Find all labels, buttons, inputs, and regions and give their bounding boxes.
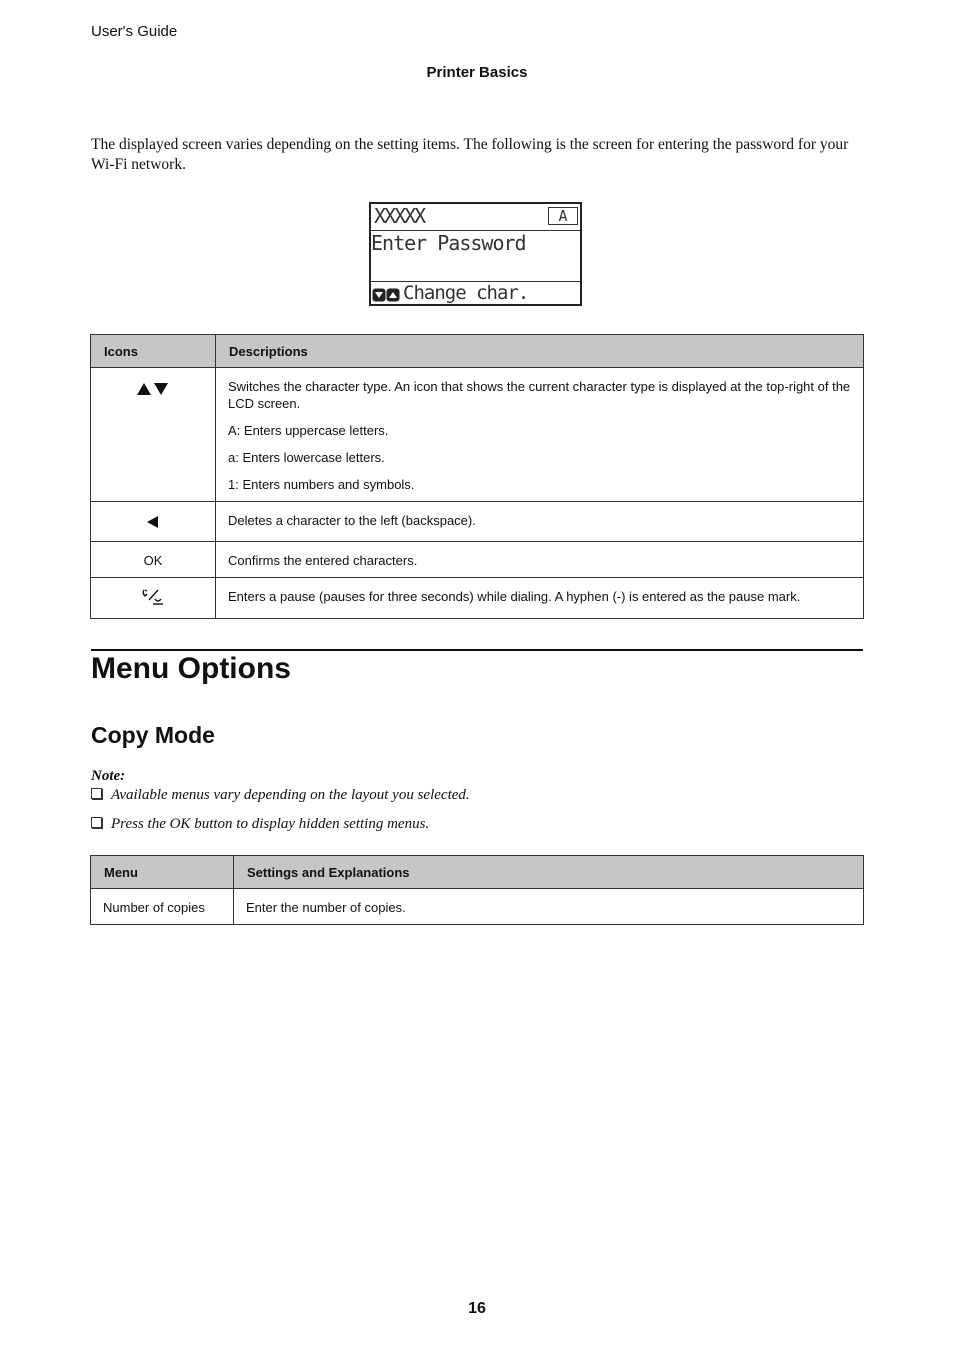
lcd-bottom-row [371, 281, 580, 307]
icon-cell [91, 578, 216, 619]
icon-cell [91, 368, 216, 502]
description-line: 1: Enters numbers and symbols. [228, 477, 415, 492]
lcd-screen-illustration [369, 202, 582, 306]
table-row [91, 368, 864, 502]
icon-cell [91, 502, 216, 542]
icon-cell-ok: OK [91, 542, 216, 578]
section-divider [91, 649, 863, 651]
note-item [91, 787, 470, 804]
lcd-prompt: Enter Password [371, 231, 526, 255]
column-header-settings: Settings and Explanations [234, 856, 864, 889]
heading-menu-options: Menu Options [91, 652, 291, 685]
intro-paragraph: The displayed screen varies depending on the setting items. The following is the screen for entering the password for your Wi-Fi network. [91, 136, 849, 173]
description-line: Confirms the entered characters. [228, 553, 418, 568]
copy-mode-menu-table [90, 855, 864, 925]
description-cell [216, 368, 864, 502]
explanation-cell: Enter the number of copies. [234, 889, 864, 925]
table-header-row [91, 335, 864, 368]
running-header-guide: User's Guide [91, 23, 178, 40]
note-label: Note: [91, 768, 126, 784]
left-triangle-icon [146, 517, 160, 532]
table-header-row [91, 856, 864, 889]
description-cell [216, 578, 864, 619]
icons-table [90, 334, 864, 619]
lcd-top-row [371, 204, 580, 231]
note-item [91, 816, 429, 833]
description-line: A: Enters uppercase letters. [228, 423, 389, 438]
description-cell [216, 502, 864, 542]
description-line: Deletes a character to the left (backspace). [228, 513, 476, 528]
description-line: Enters a pause (pauses for three seconds) while dialing. A hyphen (-) is entered as the pause mark. [228, 589, 801, 604]
note-text: Available menus vary depending on the layout you selected. [111, 787, 470, 803]
lcd-char-type: A [548, 207, 578, 225]
table-row [91, 502, 864, 542]
checkbox-bullet-icon [91, 817, 102, 828]
up-down-triangles-icon [136, 384, 170, 399]
lcd-ssid: XXXXX [374, 204, 425, 228]
description-line: Switches the character type. An icon that shows the current character type is displayed at the top-right of the LCD screen. [228, 379, 851, 411]
column-header-icons: Icons [91, 335, 216, 368]
description-cell [216, 542, 864, 578]
menu-cell: Number of copies [91, 889, 234, 925]
note-text: Press the OK button to display hidden setting menus. [111, 816, 430, 832]
column-header-descriptions: Descriptions [216, 335, 864, 368]
heading-copy-mode: Copy Mode [91, 722, 215, 748]
table-row [91, 542, 864, 578]
lcd-hint: Change char. [403, 282, 529, 304]
page-number: 16 [468, 1300, 486, 1317]
redial-pause-icon [141, 594, 165, 609]
checkbox-bullet-icon [91, 788, 102, 799]
column-header-menu: Menu [91, 856, 234, 889]
table-row [91, 889, 864, 925]
lcd-up-down-icon [372, 287, 400, 306]
description-line: a: Enters lowercase letters. [228, 450, 385, 465]
running-header-section: Printer Basics [426, 64, 528, 81]
table-row [91, 578, 864, 619]
